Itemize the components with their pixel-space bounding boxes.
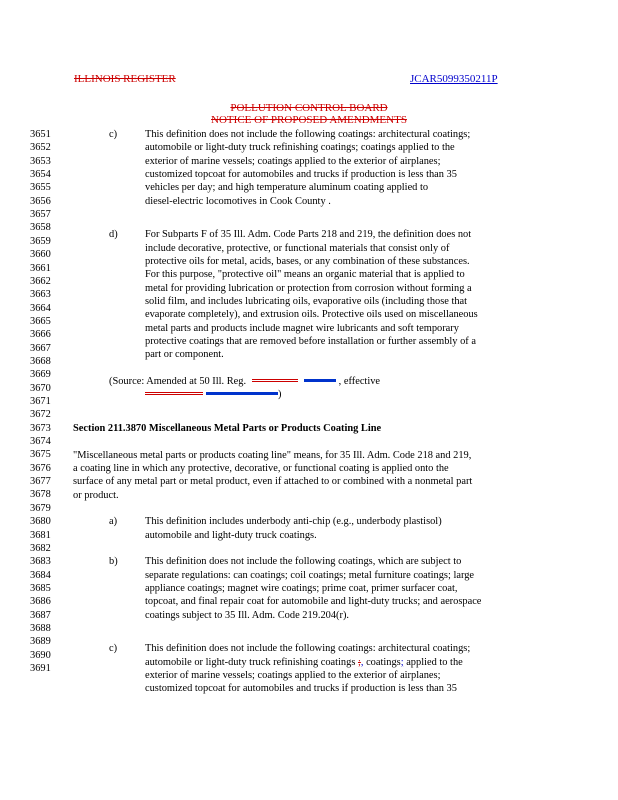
text-run: automobile or light-duty truck refinishing coatings	[145, 656, 358, 668]
paragraph-line: metal for providing lubrication or protection from corrosion without forming a	[145, 282, 472, 294]
paragraph-line: solid film, and includes lubricating oils, evaporative oils (including those that	[145, 295, 468, 307]
line-number: 3668	[30, 355, 51, 367]
line-number: 3674	[30, 436, 51, 448]
line-number: 3691	[30, 663, 51, 674]
paragraph-line-amended	[145, 656, 463, 669]
inserted-blank	[206, 392, 278, 395]
list-marker: d)	[109, 229, 118, 241]
paragraph-line: vehicles per day; and high temperature aluminum coating applied to	[145, 182, 429, 194]
paragraph-line: This definition does not include the following coatings: architectural coatings;	[145, 129, 471, 140]
line-number: 3671	[30, 396, 51, 407]
line-number: 3659	[30, 235, 51, 247]
source-prefix: (Source: Amended at 50 Ill. Reg.	[109, 376, 249, 387]
paragraph-line: diesel-electric locomotives in Cook County .	[145, 195, 331, 207]
line-number: 3676	[30, 462, 51, 474]
line-number: 3667	[30, 342, 51, 354]
source-note-continued	[145, 388, 281, 401]
line-number: 3665	[30, 315, 51, 327]
definition-line: or product.	[73, 489, 119, 501]
paragraph-line: This definition includes underbody anti-chip (e.g., underbody plastisol)	[145, 516, 442, 528]
line-number: 3660	[30, 249, 51, 261]
line-number: 3675	[30, 449, 51, 461]
list-marker: c)	[109, 643, 118, 655]
line-number: 3677	[30, 476, 51, 488]
line-number: 3684	[30, 569, 51, 581]
line-number: 3658	[30, 222, 51, 234]
line-number: 3688	[30, 622, 51, 634]
line-number: 3673	[30, 422, 51, 434]
paragraph-line: For Subparts F of 35 Ill. Adm. Code Parts 218 and 219, the definition does not	[145, 229, 472, 241]
inserted-text: ;	[400, 656, 404, 668]
line-number: 3690	[30, 649, 51, 661]
definition-line: surface of any metal part or metal product, even if attached to or combined with a nonmetal part	[73, 476, 473, 488]
paragraph-line: For this purpose, "protective oil" means an organic material that is applied to	[145, 269, 465, 281]
line-number: 3669	[30, 369, 51, 381]
paragraph-line: include decorative, protective, or functional materials that consist only of	[145, 242, 450, 254]
line-number: 3653	[30, 155, 51, 167]
paragraph-line: part or component.	[145, 349, 224, 361]
paragraph-line: automobile and light-duty truck coatings.	[145, 529, 317, 541]
paragraph-line: exterior of marine vessels; coatings applied to the exterior of airplanes;	[145, 669, 441, 681]
board-name: POLLUTION CONTROL BOARD	[230, 102, 388, 114]
source-close: )	[278, 389, 282, 401]
document-id: JCAR5099350211P	[410, 73, 498, 85]
line-number: 3655	[30, 182, 51, 194]
list-marker: b)	[109, 556, 118, 568]
line-number: 3678	[30, 489, 51, 501]
paragraph-line: topcoat, and final repair coat for automobile and light-duty trucks; and aerospace	[145, 596, 482, 608]
line-number: 3654	[30, 169, 51, 181]
paragraph-line: separate regulations: can coatings; coil coatings; metal furniture coatings; large	[145, 569, 475, 581]
inserted-text: ,	[360, 656, 364, 668]
line-number: 3651	[30, 129, 51, 140]
source-note	[109, 375, 380, 388]
line-number: 3656	[30, 195, 51, 207]
line-number: 3683	[30, 556, 51, 568]
line-number: 3686	[30, 596, 51, 608]
line-number: 3679	[30, 502, 51, 514]
line-number: 3661	[30, 262, 51, 274]
line-number: 3687	[30, 609, 51, 621]
paragraph-line: This definition does not include the following coatings, which are subject to	[145, 556, 462, 568]
paragraph-line: automobile or light-duty truck refinishing coatings; coatings applied to the	[145, 142, 455, 154]
paragraph-line: customized topcoat for automobiles and trucks if production is less than 35	[145, 683, 457, 695]
line-number: 3657	[30, 209, 51, 221]
definition-line: "Miscellaneous metal parts or products coating line" means, for 35 Ill. Adm. Code 218 and 219,	[73, 449, 472, 461]
source-effective: , effective	[338, 376, 381, 387]
line-number: 3680	[30, 516, 51, 528]
deleted-blank	[145, 392, 203, 395]
paragraph-line: appliance coatings; magnet wire coatings; prime coat, primer surfacer coat,	[145, 583, 458, 595]
section-heading: Section 211.3870 Miscellaneous Metal Parts or Products Coating Line	[73, 422, 382, 434]
list-marker: c)	[109, 129, 118, 140]
line-number: 3663	[30, 289, 51, 301]
text-run: coatings	[363, 656, 401, 668]
definition-line: a coating line in which any protective, decorative, or functional coating is applied onto the	[73, 462, 449, 474]
paragraph-line: protective coatings that are removed before installation or further assembly of a	[145, 335, 476, 347]
line-number: 3685	[30, 582, 51, 594]
paragraph-line: exterior of marine vessels; coatings applied to the exterior of airplanes;	[145, 155, 441, 167]
line-number: 3666	[30, 329, 51, 341]
paragraph-line: evaporate completely), and extrusion oils. Protective oils used on miscellaneous	[145, 309, 478, 321]
line-number: 3681	[30, 529, 51, 541]
line-number: 3682	[30, 542, 51, 554]
line-number: 3664	[30, 302, 51, 314]
list-marker: a)	[109, 516, 118, 528]
text-run: applied to the	[403, 656, 463, 668]
line-number: 3672	[30, 409, 51, 421]
paragraph-line: metal parts and products include magnet wire lubricants and soft temporary	[145, 322, 459, 334]
line-number: 3689	[30, 636, 51, 648]
inserted-blank	[304, 379, 336, 382]
paragraph-line: customized topcoat for automobiles and trucks if production is less than 35	[145, 169, 457, 181]
notice-title: NOTICE OF PROPOSED AMENDMENTS	[211, 114, 407, 126]
paragraph-line: coatings subject to 35 Ill. Adm. Code 219.204(r).	[145, 609, 350, 621]
deleted-text: ;	[357, 656, 361, 668]
register-title: ILLINOIS REGISTER	[74, 73, 176, 85]
line-number: 3652	[30, 142, 51, 154]
paragraph-line: protective oils for metal, acids, bases, or any combination of these substances.	[145, 255, 470, 267]
line-number: 3662	[30, 275, 51, 287]
paragraph-line: This definition does not include the following coatings: architectural coatings;	[145, 643, 471, 655]
deleted-blank	[252, 379, 298, 382]
line-number: 3670	[30, 382, 51, 394]
